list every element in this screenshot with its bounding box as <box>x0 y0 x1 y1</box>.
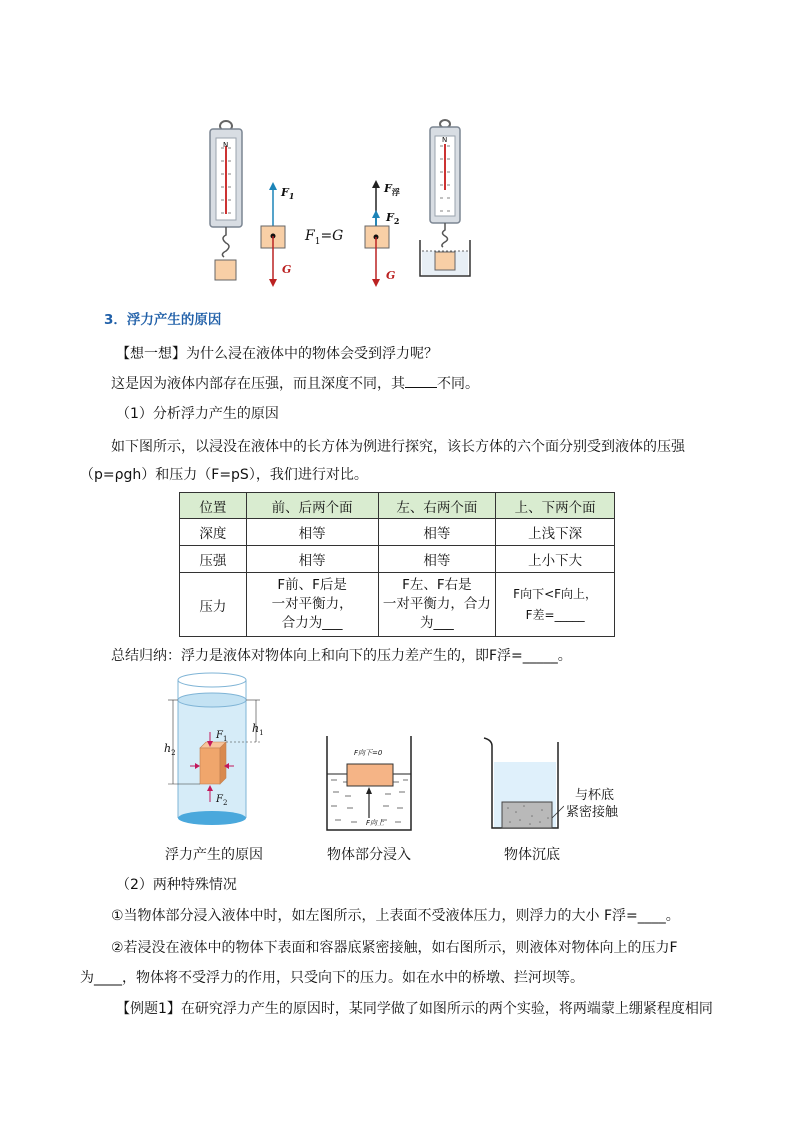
comparison-table <box>179 492 615 637</box>
label-f1: $F_1$ <box>281 186 295 202</box>
label-f-down-zero: F向下=0 <box>354 749 383 757</box>
label-h2: $h_2$ <box>164 742 176 758</box>
scale-unit-left: N <box>223 141 229 149</box>
example-1-text: 【例题1】在研究浮力产生的原因时，某同学做了如图所示的两个实验，将两端蒙上绷紧程度相同 <box>116 1001 713 1017</box>
table-header-cell: 前、后两个面 <box>246 493 378 519</box>
case-2-text-line-1: ②若浸没在液体中的物体下表面和容器底紧密接触，如右图所示，则液体对物体向上的压力F <box>111 940 678 956</box>
equation-f1-g: $F_1=G$ <box>305 228 344 247</box>
label-g-1: G <box>282 263 292 276</box>
summary-text: 总结归纳：浮力是液体对物体向上和向下的压力差产生的，即F浮=_____。 <box>111 648 572 664</box>
spring-scale-figure <box>190 118 490 293</box>
subheading-analysis: （1）分析浮力产生的原因 <box>116 406 279 422</box>
label-h1: $h_1$ <box>252 722 264 738</box>
table-row <box>180 519 615 546</box>
sunk-object-figure <box>482 736 564 832</box>
label-g-2: G <box>386 269 396 282</box>
subheading-special-cases: （2）两种特殊情况 <box>116 877 237 893</box>
table-row <box>180 546 615 573</box>
label-f-up: F向上 <box>366 819 385 827</box>
table-cell: 深度 <box>180 519 247 546</box>
table-cell: F前、F后是 一对平衡力， 合力为___ <box>246 573 378 637</box>
paragraph-line-2: （p=ρgh）和压力（F=pS），我们进行对比。 <box>80 467 368 483</box>
case-2-text-line-2: 为____，物体将不受浮力的作用，只受向下的压力。如在水中的桥墩、拦河坝等。 <box>80 970 584 986</box>
label-f2: $F_2$ <box>386 211 400 227</box>
table-header-row <box>180 493 615 519</box>
table-header-cell: 左、右两个面 <box>378 493 496 519</box>
caption-cylinder: 浮力产生的原因 <box>165 847 263 863</box>
table-cell: 上浅下深 <box>496 519 615 546</box>
table-cell: 压力 <box>180 573 247 637</box>
table-cell: 压强 <box>180 546 247 573</box>
scale-unit-right: N <box>442 136 448 144</box>
table-cell: 相等 <box>378 546 496 573</box>
label-cyl-f1: $F_1$ <box>216 730 228 743</box>
beaker-right <box>420 240 470 276</box>
block-hanging-left <box>215 260 236 280</box>
label-f-buoyancy: $F_浮$ <box>384 182 400 198</box>
think-question: 【想一想】为什么浸在液体中的物体会受到浮力呢？ <box>116 346 438 362</box>
table-header-cell: 上、下两个面 <box>496 493 615 519</box>
caption-partial: 物体部分浸入 <box>327 847 411 863</box>
table-cell: F向下<F向上， F差=_____ <box>496 573 615 637</box>
table-cell: 相等 <box>246 519 378 546</box>
table-cell: 相等 <box>378 519 496 546</box>
table-header-cell: 位置 <box>180 493 247 519</box>
table-cell: 相等 <box>246 546 378 573</box>
contact-label-line-2: 紧密接触 <box>566 805 619 820</box>
contact-label-line-1: 与杯底 <box>575 788 615 803</box>
caption-sunk: 物体沉底 <box>504 847 560 863</box>
case-1-text: ①当物体部分浸入液体中时，如左图所示，上表面不受液体压力，则浮力的大小 F浮=____。 <box>111 908 680 924</box>
label-cyl-f2: $F_2$ <box>216 794 228 807</box>
table-cell: 上小下大 <box>496 546 615 573</box>
reason-sentence: 这是因为液体内部存在压强，而且深度不同，其 不同。 <box>111 376 479 392</box>
paragraph-line-1: 如下图所示，以浸没在液体中的长方体为例进行探究，该长方体的六个面分别受到液体的压强 <box>111 439 685 455</box>
section-title: 3．浮力产生的原因 <box>104 312 222 328</box>
table-row-force <box>180 573 615 637</box>
table-cell: F左、F右是 一对平衡力，合力 为___ <box>378 573 496 637</box>
